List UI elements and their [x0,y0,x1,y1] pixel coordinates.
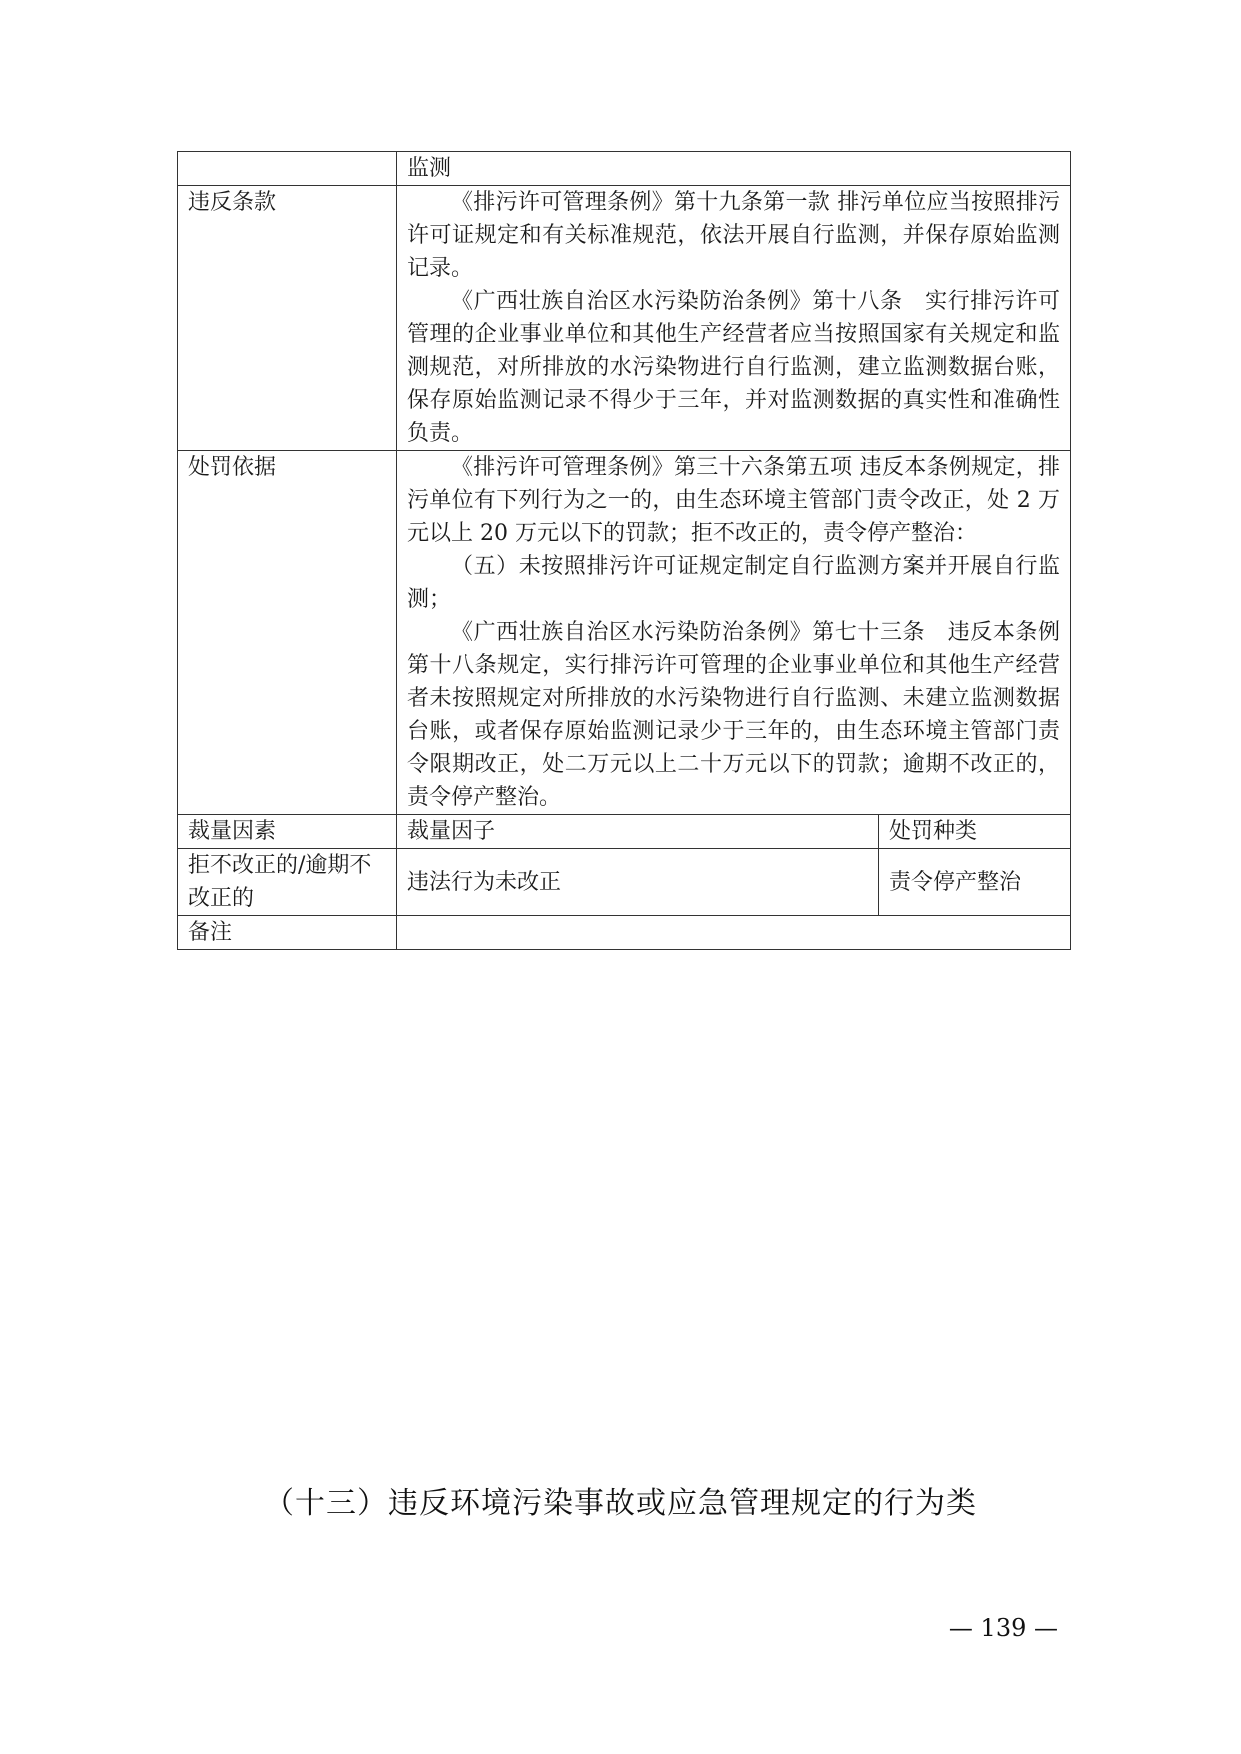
label-cell-remarks: 备注 [178,916,397,950]
table-row [178,152,1071,186]
paragraph: （五）未按照排污许可证规定制定自行监测方案并开展自行监测； [407,554,1061,612]
label-cell-violation-clause: 违反条款 [178,186,397,451]
table-row [178,451,1071,815]
label-cell-refuse-correction: 拒不改正的/逾期不改正的 [178,849,397,916]
penalty-table [177,151,1071,950]
header-cell-discretion-item: 裁量因子 [397,815,879,849]
section-heading: （十三）违反环境污染事故或应急管理规定的行为类 [264,1486,977,1521]
cell-penalty-type: 责令停产整治 [879,849,1071,916]
label-cell-penalty-basis: 处罚依据 [178,451,397,815]
paragraph: 《广西壮族自治区水污染防治条例》第十八条 实行排污许可管理的企业事业单位和其他生产经营者应当按照国家有关规定和监测规范，对所排放的水污染物进行自行监测，建立监测数据台账，保存原始监测记录不得少于三年，并对监测数据的真实性和准确性负责。 [407,289,1061,446]
content-cell-violation-clause [397,186,1071,451]
paragraph: 《排污许可管理条例》第十九条第一款 排污单位应当按照排污许可证规定和有关标准规范，依法开展自行监测，并保存原始监测记录。 [407,190,1061,281]
paragraph: 《广西壮族自治区水污染防治条例》第七十三条 违反本条例第十八条规定，实行排污许可管理的企业事业单位和其他生产经营者未按照规定对所排放的水污染物进行自行监测、未建立监测数据台账，或者保存原始监测记录少于三年的，由生态环境主管部门责令限期改正，处二万元以上二十万元以下的罚款；逾期不改正的，责令停产整治。 [407,620,1061,810]
page-number: — 139 — [948,1614,1058,1642]
table-row [178,815,1071,849]
header-cell-penalty-type: 处罚种类 [879,815,1071,849]
table-row [178,186,1071,451]
table-row [178,849,1071,916]
cell-discretion-item: 违法行为未改正 [397,849,879,916]
label-cell [178,152,397,186]
label-cell-discretion-factor: 裁量因素 [178,815,397,849]
table-row [178,916,1071,950]
content-cell-penalty-basis [397,451,1071,815]
content-cell-remarks [397,916,1071,950]
content-cell: 监测 [397,152,1071,186]
paragraph: 《排污许可管理条例》第三十六条第五项 违反本条例规定，排污单位有下列行为之一的，由生态环境主管部门责令改正，处 2 万元以上 20 万元以下的罚款；拒不改正的，责令停产整治： [407,455,1061,546]
